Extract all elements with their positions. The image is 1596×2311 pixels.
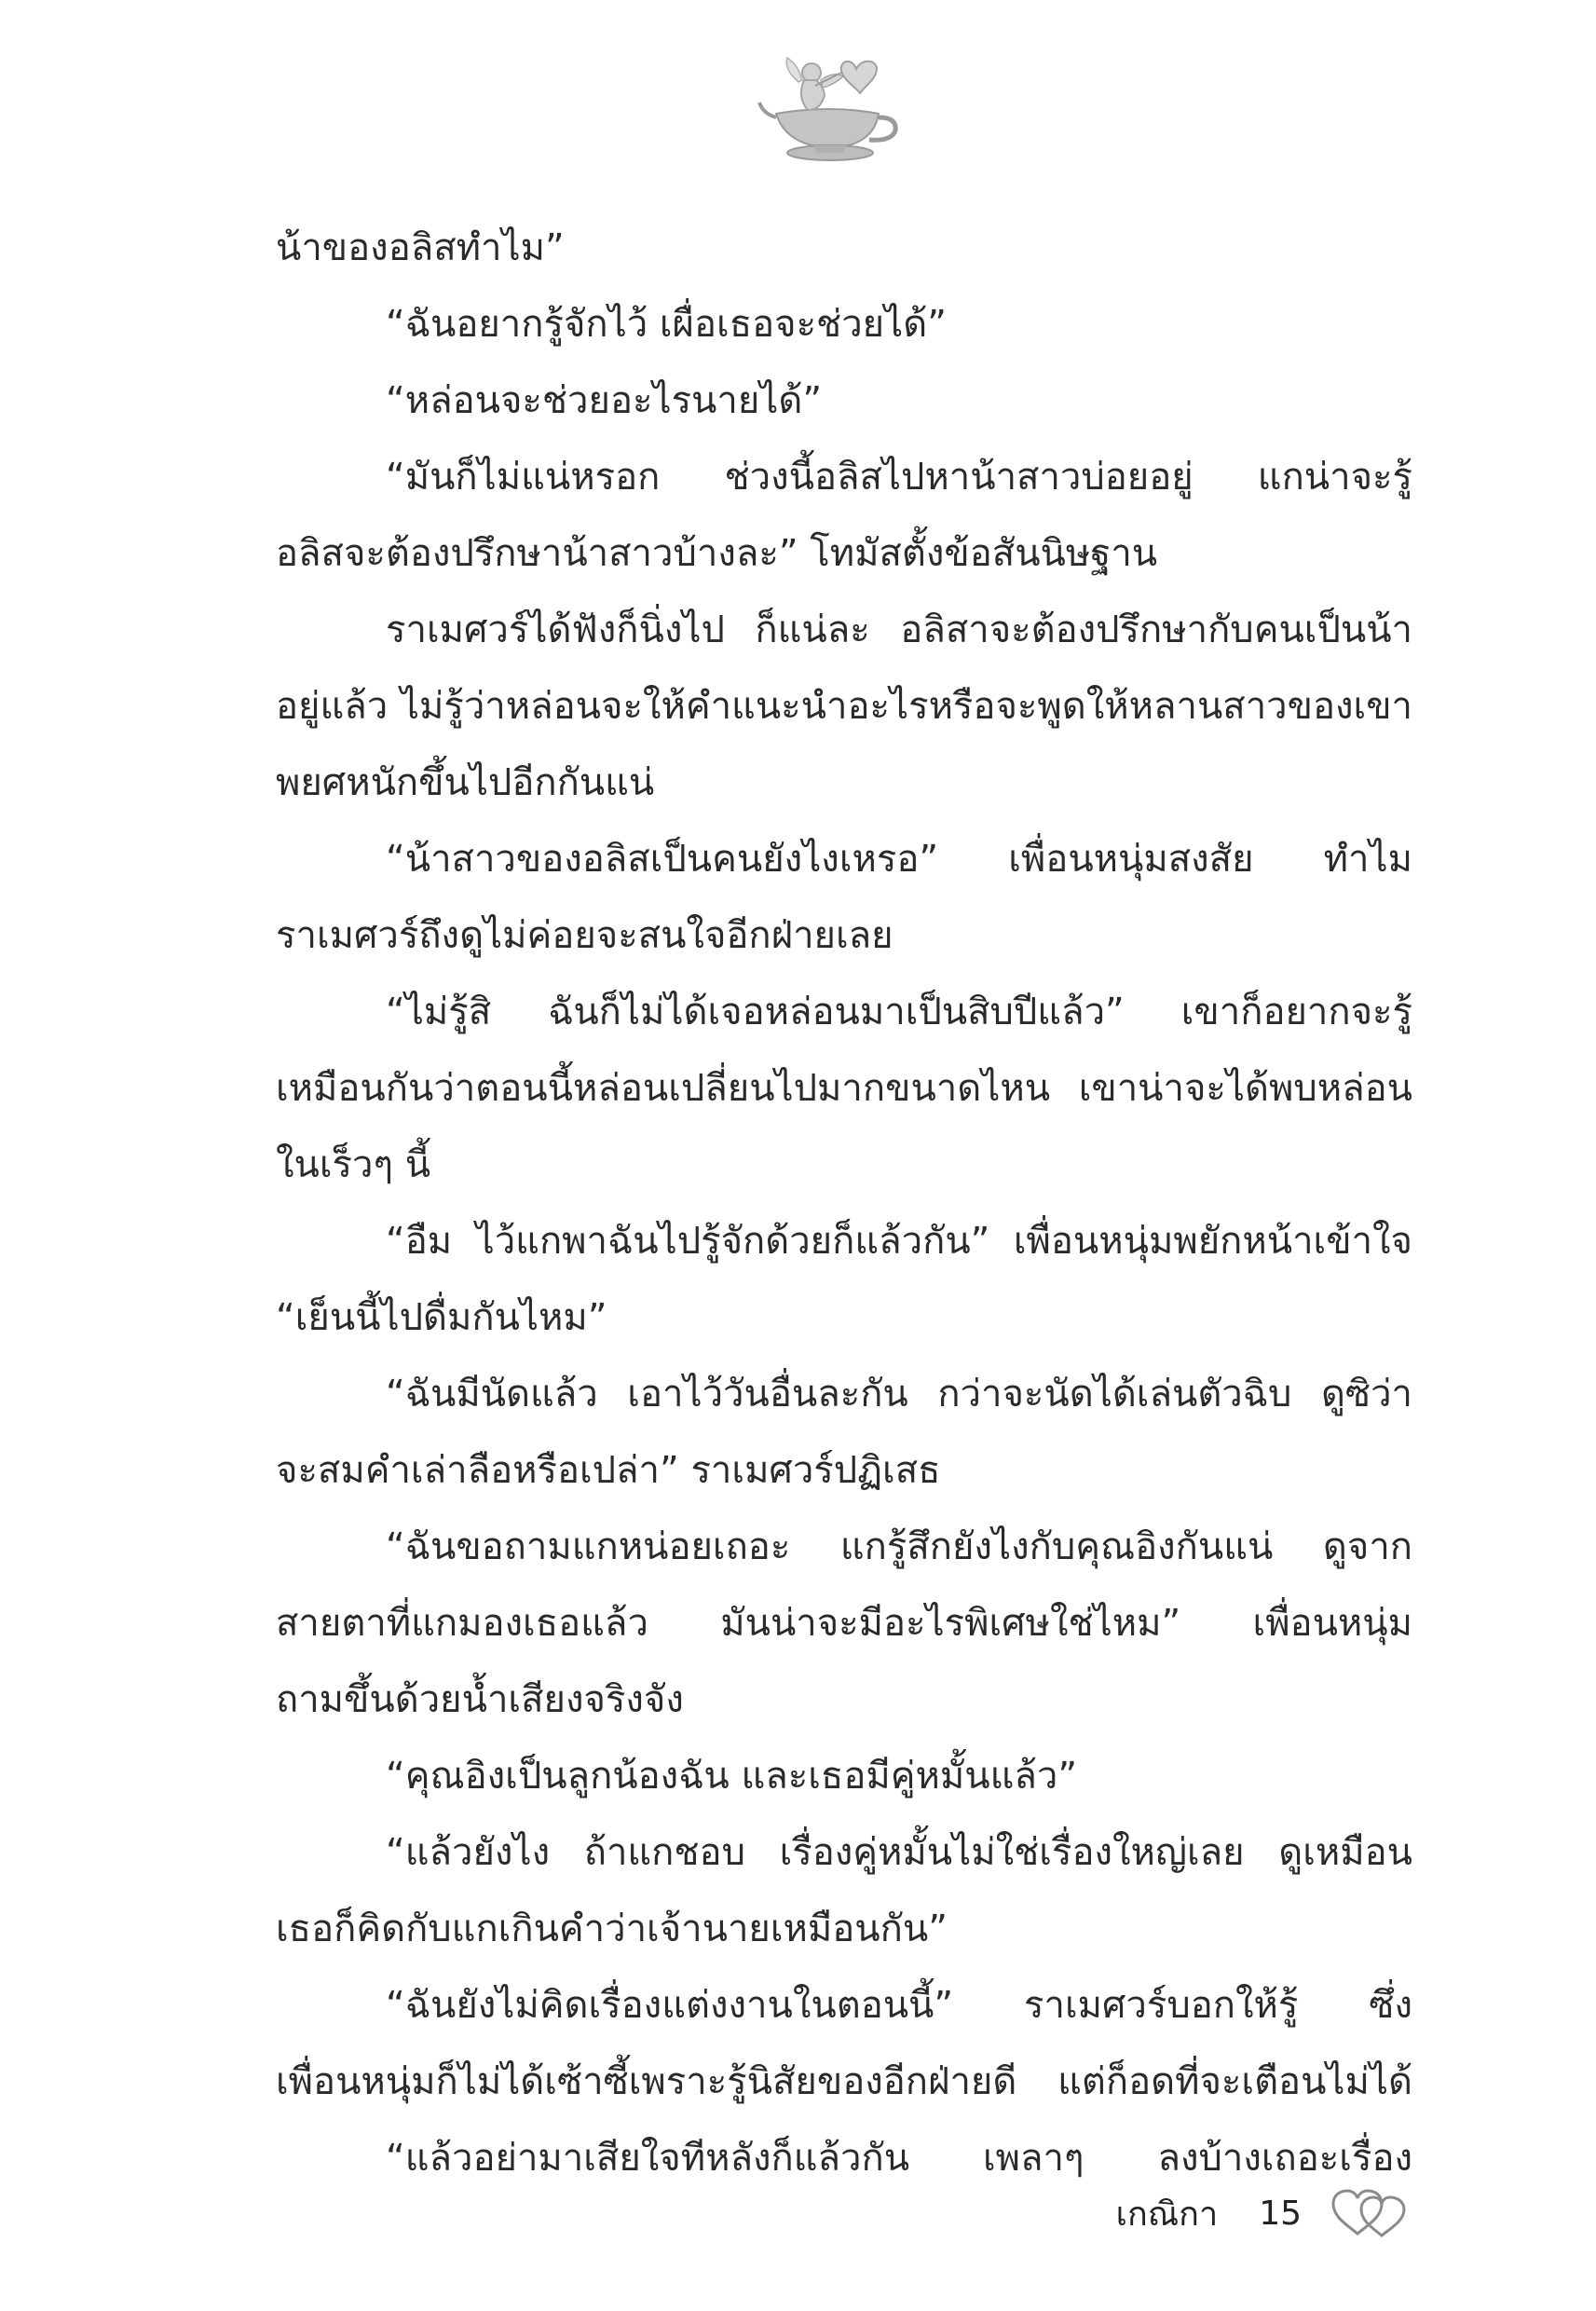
page-footer: [1116, 2176, 1410, 2250]
text-line: เหมือนกันว่าตอนนี้หล่อนเปลี่ยนไปมากขนาดไหน เขาน่าจะได้พบหล่อน: [276, 1067, 1412, 1110]
hearts-icon: [1330, 2187, 1410, 2239]
text-line: “ฉันขอถามแกหน่อยเถอะ แกรู้สึกยังไงกับคุณอิงกันแน่ ดูจาก: [386, 1525, 1412, 1568]
text-line: น้าของอลิสทำไม”: [276, 226, 565, 269]
text-line: “มันก็ไม่แน่หรอก ช่วงนี้อลิสไปหาน้าสาวบ่อยอยู่ แกน่าจะรู้: [386, 456, 1412, 499]
text-line: “ฉันยังไม่คิดเรื่องแต่งงานในตอนนี้” ราเมศวร์บอกให้รู้ ซึ่ง: [386, 1984, 1412, 2027]
body-text: [276, 210, 1412, 2196]
text-line: พยศหนักขึ้นไปอีกกันแน่: [276, 761, 655, 804]
text-line: “ฉันอยากรู้จักไว้ เผื่อเธอจะช่วยได้”: [386, 303, 947, 346]
text-line: จะสมคำเล่าลือหรือเปล่า” ราเมศวร์ปฏิเสธ: [276, 1449, 941, 1492]
text-line: เพื่อนหนุ่มก็ไม่ได้เซ้าซี้เพราะรู้นิสัยของอีกฝ่ายดี แต่ก็อดที่จะเตือนไม่ได้: [276, 2060, 1412, 2103]
text-line: ในเร็วๆ นี้: [276, 1143, 431, 1186]
text-line: “แล้วอย่ามาเสียใจทีหลังก็แล้วกัน เพลาๆ ลงบ้างเถอะเรื่อง: [386, 2137, 1412, 2180]
text-line: สายตาที่แกมองเธอแล้ว มันน่าจะมีอะไรพิเศษใช่ไหม” เพื่อนหนุ่ม: [276, 1602, 1412, 1645]
text-line: อยู่แล้ว ไม่รู้ว่าหล่อนจะให้คำแนะนำอะไรหรือจะพูดให้หลานสาวของเขา: [276, 685, 1412, 728]
text-line: ราเมศวร์ถึงดูไม่ค่อยจะสนใจอีกฝ่ายเลย: [276, 914, 893, 957]
text-line: ถามขึ้นด้วยน้ำเสียงจริงจัง: [276, 1678, 684, 1721]
text-line: “แล้วยังไง ถ้าแกชอบ เรื่องคู่หมั้นไม่ใช่เรื่องใหญ่เลย ดูเหมือน: [386, 1831, 1412, 1874]
text-line: “คุณอิงเป็นลูกน้องฉัน และเธอมีคู่หมั้นแล้ว”: [386, 1755, 1078, 1798]
text-line: “น้าสาวของอลิสเป็นคนยังไงเหรอ” เพื่อนหนุ่มสงสัย ทำไม: [386, 838, 1412, 881]
text-line: “เย็นนี้ไปดื่มกันไหม”: [276, 1296, 607, 1339]
text-line: อลิสจะต้องปรึกษาน้าสาวบ้างละ” โทมัสตั้งข้อสันนิษฐาน: [276, 532, 1158, 575]
text-line: “อืม ไว้แกพาฉันไปรู้จักด้วยก็แล้วกัน” เพื่อนหนุ่มพยักหน้าเข้าใจ: [386, 1220, 1412, 1263]
text-line: “ฉันมีนัดแล้ว เอาไว้วันอื่นละกัน กว่าจะนัดได้เล่นตัวฉิบ ดูซิว่า: [386, 1373, 1412, 1415]
page-number: 15: [1259, 2194, 1302, 2233]
text-line: ราเมศวร์ได้ฟังก็นิ่งไป ก็แน่ละ อลิสาจะต้องปรึกษากับคนเป็นน้า: [386, 609, 1412, 651]
text-line: เธอก็คิดกับแกเกินคำว่าเจ้านายเหมือนกัน”: [276, 1908, 948, 1950]
text-line: “ไม่รู้สิ ฉันก็ไม่ได้เจอหล่อนมาเป็นสิบปีแล้ว” เขาก็อยากจะรู้: [386, 991, 1412, 1033]
book-title: เกณิกา: [1115, 2195, 1219, 2234]
text-line: “หล่อนจะช่วยอะไรนายได้”: [386, 379, 823, 422]
cupid-teacup-icon: [756, 48, 905, 170]
